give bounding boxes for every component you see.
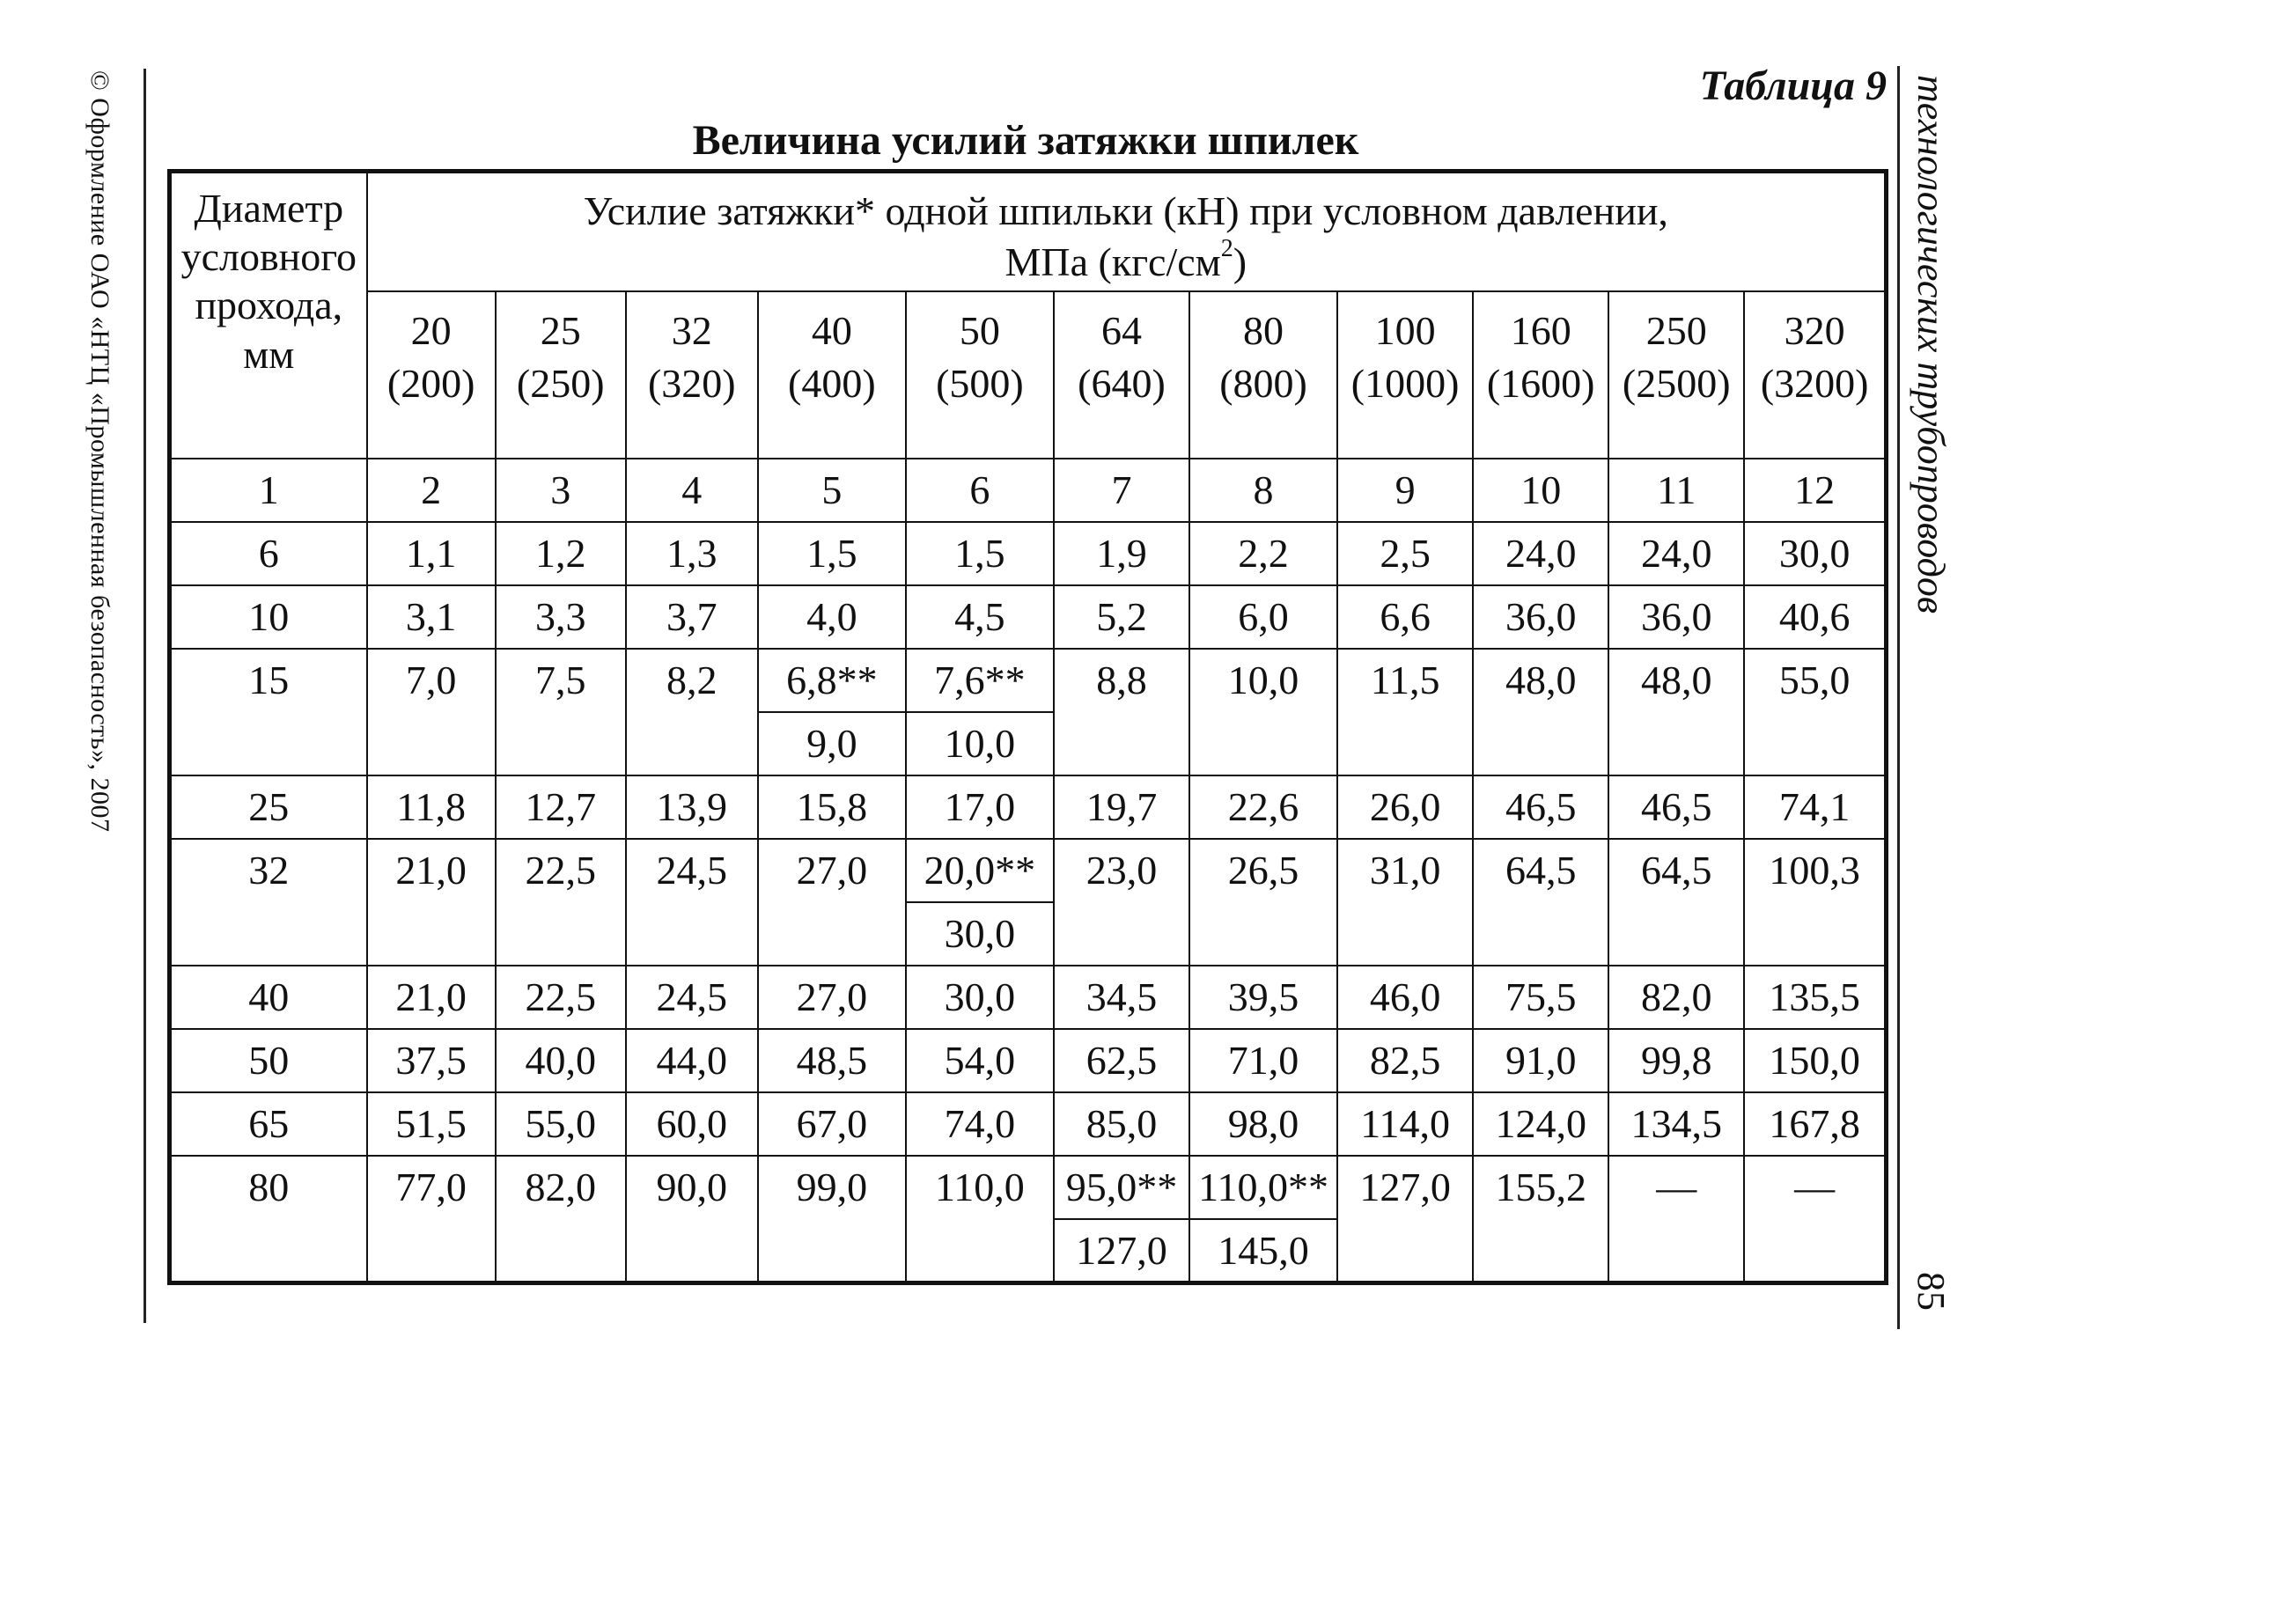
table-cell: 91,0 [1473, 1029, 1608, 1092]
table-cell: 11,5 [1337, 649, 1473, 775]
table-cell: 26,0 [1337, 775, 1473, 839]
table-cell: 9 [1337, 459, 1473, 522]
table-cell: 3,1 [367, 585, 496, 649]
table-cell: 22,6 [1189, 775, 1337, 839]
side-copyright [84, 70, 115, 833]
table-cell: 46,5 [1473, 775, 1608, 839]
header-force-line2: МПа $(кгс/см^2)$ [1005, 234, 1247, 284]
table-cell: 145,0 [1189, 1219, 1337, 1282]
table-cell: 40,0 [496, 1029, 626, 1092]
table-cell: 114,0 [1337, 1092, 1473, 1156]
table-cell: 1,3 [626, 522, 758, 585]
table-cell: 24,0 [1473, 522, 1608, 585]
table-row [170, 522, 1887, 585]
table-cell: 4,0 [758, 585, 906, 649]
running-header-text: технологических трубопроводов [1910, 75, 1953, 614]
table-cell: 7 [1054, 459, 1189, 522]
pressure-header: 250 (2500) [1608, 291, 1744, 459]
table-cell: 48,0 [1473, 649, 1608, 775]
table-cell: 39,5 [1189, 966, 1337, 1029]
table-cell: 10 [170, 585, 367, 649]
table-cell: 110,0** [1189, 1156, 1337, 1219]
table-cell: — [1608, 1156, 1744, 1282]
table-cell: 30,0 [906, 966, 1054, 1029]
table-cell: 6,8** [758, 649, 906, 712]
copyright-text: © Оформление ОАО «НТЦ «Промышленная безопасность», 2007 [85, 70, 114, 833]
table-number-label: Таблица 9 [1699, 62, 1887, 109]
table-cell: — [1744, 1156, 1886, 1282]
table-cell: 44,0 [626, 1029, 758, 1092]
table-cell: 6 [170, 522, 367, 585]
table-cell: 12 [1744, 459, 1886, 522]
table-cell: 90,0 [626, 1156, 758, 1282]
table-cell: 1,1 [367, 522, 496, 585]
table-cell: 1,2 [496, 522, 626, 585]
table-cell: 4,5 [906, 585, 1054, 649]
table-cell: 40,6 [1744, 585, 1886, 649]
table-cell: 82,0 [1608, 966, 1744, 1029]
pressure-header: 25 (250) [496, 291, 626, 459]
table-cell: 1,9 [1054, 522, 1189, 585]
table-cell: 1 [170, 459, 367, 522]
table-cell: 17,0 [906, 775, 1054, 839]
table-cell: 6 [906, 459, 1054, 522]
table-row [170, 775, 1887, 839]
table-cell: 67,0 [758, 1092, 906, 1156]
table-cell: 155,2 [1473, 1156, 1608, 1282]
table-cell: 98,0 [1189, 1092, 1337, 1156]
table-cell: 51,5 [367, 1092, 496, 1156]
table-cell: 100,3 [1744, 839, 1886, 966]
pressure-header: 80 (800) [1189, 291, 1337, 459]
table-row [170, 1029, 1887, 1092]
table-row [170, 1092, 1887, 1156]
table-cell: 21,0 [367, 839, 496, 966]
table-cell: 34,5 [1054, 966, 1189, 1029]
table-cell: 8,2 [626, 649, 758, 775]
superscript-2: 2 [1220, 234, 1233, 262]
table-cell: 135,5 [1744, 966, 1886, 1029]
table-cell: 46,0 [1337, 966, 1473, 1029]
table-cell: 7,5 [496, 649, 626, 775]
table-cell: 30,0 [1744, 522, 1886, 585]
table-cell: 10,0 [1189, 649, 1337, 775]
table-cell: 15,8 [758, 775, 906, 839]
table-cell: 1,5 [758, 522, 906, 585]
table-cell: 30,0 [906, 902, 1054, 966]
table-cell: 24,0 [1608, 522, 1744, 585]
table-cell: 110,0 [906, 1156, 1054, 1282]
table-cell: 75,5 [1473, 966, 1608, 1029]
table-cell: 19,7 [1054, 775, 1189, 839]
table-cell: 2,5 [1337, 522, 1473, 585]
table-cell: 99,0 [758, 1156, 906, 1282]
table-cell: 150,0 [1744, 1029, 1886, 1092]
table-cell: 22,5 [496, 839, 626, 966]
table-cell: 40 [170, 966, 367, 1029]
table-cell: 6,0 [1189, 585, 1337, 649]
table-cell: 22,5 [496, 966, 626, 1029]
table-row [170, 585, 1887, 649]
table-cell: 167,8 [1744, 1092, 1886, 1156]
table-cell: 9,0 [758, 712, 906, 775]
table-row [170, 839, 1887, 902]
table-cell: 32 [170, 839, 367, 966]
table-cell: 27,0 [758, 839, 906, 966]
table-cell: 5 [758, 459, 906, 522]
table-cell: 23,0 [1054, 839, 1189, 966]
table-cell: 46,5 [1608, 775, 1744, 839]
pressure-header: 20 (200) [367, 291, 496, 459]
table-cell: 65 [170, 1092, 367, 1156]
table-cell: 11,8 [367, 775, 496, 839]
header-force-group [367, 172, 1887, 292]
table-cell: 71,0 [1189, 1029, 1337, 1092]
table-cell: 54,0 [906, 1029, 1054, 1092]
table-cell: 124,0 [1473, 1092, 1608, 1156]
table-cell: 24,5 [626, 966, 758, 1029]
table-cell: 20,0** [906, 839, 1054, 902]
header-diameter: Диаметр условного прохода, мм [170, 172, 367, 459]
table-cell: 11 [1608, 459, 1744, 522]
table-cell: 48,5 [758, 1029, 906, 1092]
pressure-header: 100 (1000) [1337, 291, 1473, 459]
table-cell: 10 [1473, 459, 1608, 522]
table-cell: 3,7 [626, 585, 758, 649]
table-cell: 7,6** [906, 649, 1054, 712]
table-cell: 134,5 [1608, 1092, 1744, 1156]
pressure-header: 160 (1600) [1473, 291, 1608, 459]
table-cell: 31,0 [1337, 839, 1473, 966]
column-number-row [170, 459, 1887, 522]
header-force-line1: Усилие затяжки* одной шпильки (кН) при условном давлении, [583, 188, 1668, 233]
table-cell: 4 [626, 459, 758, 522]
pressure-header: 50 (500) [906, 291, 1054, 459]
header-row-pressures [170, 291, 1887, 459]
table-cell: 95,0** [1054, 1156, 1189, 1219]
table-cell: 55,0 [1744, 649, 1886, 775]
table-cell: 55,0 [496, 1092, 626, 1156]
right-margin-rule [1897, 66, 1900, 1329]
table-cell: 2,2 [1189, 522, 1337, 585]
pressure-header: 32 (320) [626, 291, 758, 459]
table-cell: 62,5 [1054, 1029, 1189, 1092]
table-cell: 25 [170, 775, 367, 839]
table-cell: 27,0 [758, 966, 906, 1029]
table-cell: 13,9 [626, 775, 758, 839]
header-row-group [170, 172, 1887, 292]
table-cell: 26,5 [1189, 839, 1337, 966]
table-cell: 7,0 [367, 649, 496, 775]
side-running-header [1909, 66, 1954, 1334]
table-cell: 85,0 [1054, 1092, 1189, 1156]
table-cell: 15 [170, 649, 367, 775]
table-cell: 2 [367, 459, 496, 522]
table-cell: 64,5 [1608, 839, 1744, 966]
table-cell: 127,0 [1054, 1219, 1189, 1282]
table-cell: 80 [170, 1156, 367, 1282]
left-margin-rule [144, 69, 146, 1323]
table-cell: 8 [1189, 459, 1337, 522]
table-cell: 99,8 [1608, 1029, 1744, 1092]
table-cell: 77,0 [367, 1156, 496, 1282]
table-row [170, 1156, 1887, 1219]
table-cell: 50 [170, 1029, 367, 1092]
table-cell: 3,3 [496, 585, 626, 649]
table-cell: 36,0 [1473, 585, 1608, 649]
table-cell: 1,5 [906, 522, 1054, 585]
table-cell: 74,1 [1744, 775, 1886, 839]
table-cell: 21,0 [367, 966, 496, 1029]
table-cell: 24,5 [626, 839, 758, 966]
table-cell: 48,0 [1608, 649, 1744, 775]
table-cell: 74,0 [906, 1092, 1054, 1156]
pressure-header: 64 (640) [1054, 291, 1189, 459]
table-title: Величина усилий затяжки шпилек [692, 117, 1359, 164]
bolt-tightening-table [167, 169, 1888, 1285]
table-cell: 10,0 [906, 712, 1054, 775]
table-cell: 8,8 [1054, 649, 1189, 775]
pressure-header: 320 (3200) [1744, 291, 1886, 459]
table-row [170, 966, 1887, 1029]
table-cell: 82,5 [1337, 1029, 1473, 1092]
pressure-header: 40 (400) [758, 291, 906, 459]
table-cell: 5,2 [1054, 585, 1189, 649]
page-number: 85 [1910, 1272, 1953, 1311]
table-cell: 127,0 [1337, 1156, 1473, 1282]
table-cell: 64,5 [1473, 839, 1608, 966]
table-cell: 60,0 [626, 1092, 758, 1156]
table-cell: 12,7 [496, 775, 626, 839]
table-row [170, 649, 1887, 712]
table-cell: 3 [496, 459, 626, 522]
table-cell: 82,0 [496, 1156, 626, 1282]
table-cell: 36,0 [1608, 585, 1744, 649]
table-cell: 37,5 [367, 1029, 496, 1092]
table-cell: 6,6 [1337, 585, 1473, 649]
